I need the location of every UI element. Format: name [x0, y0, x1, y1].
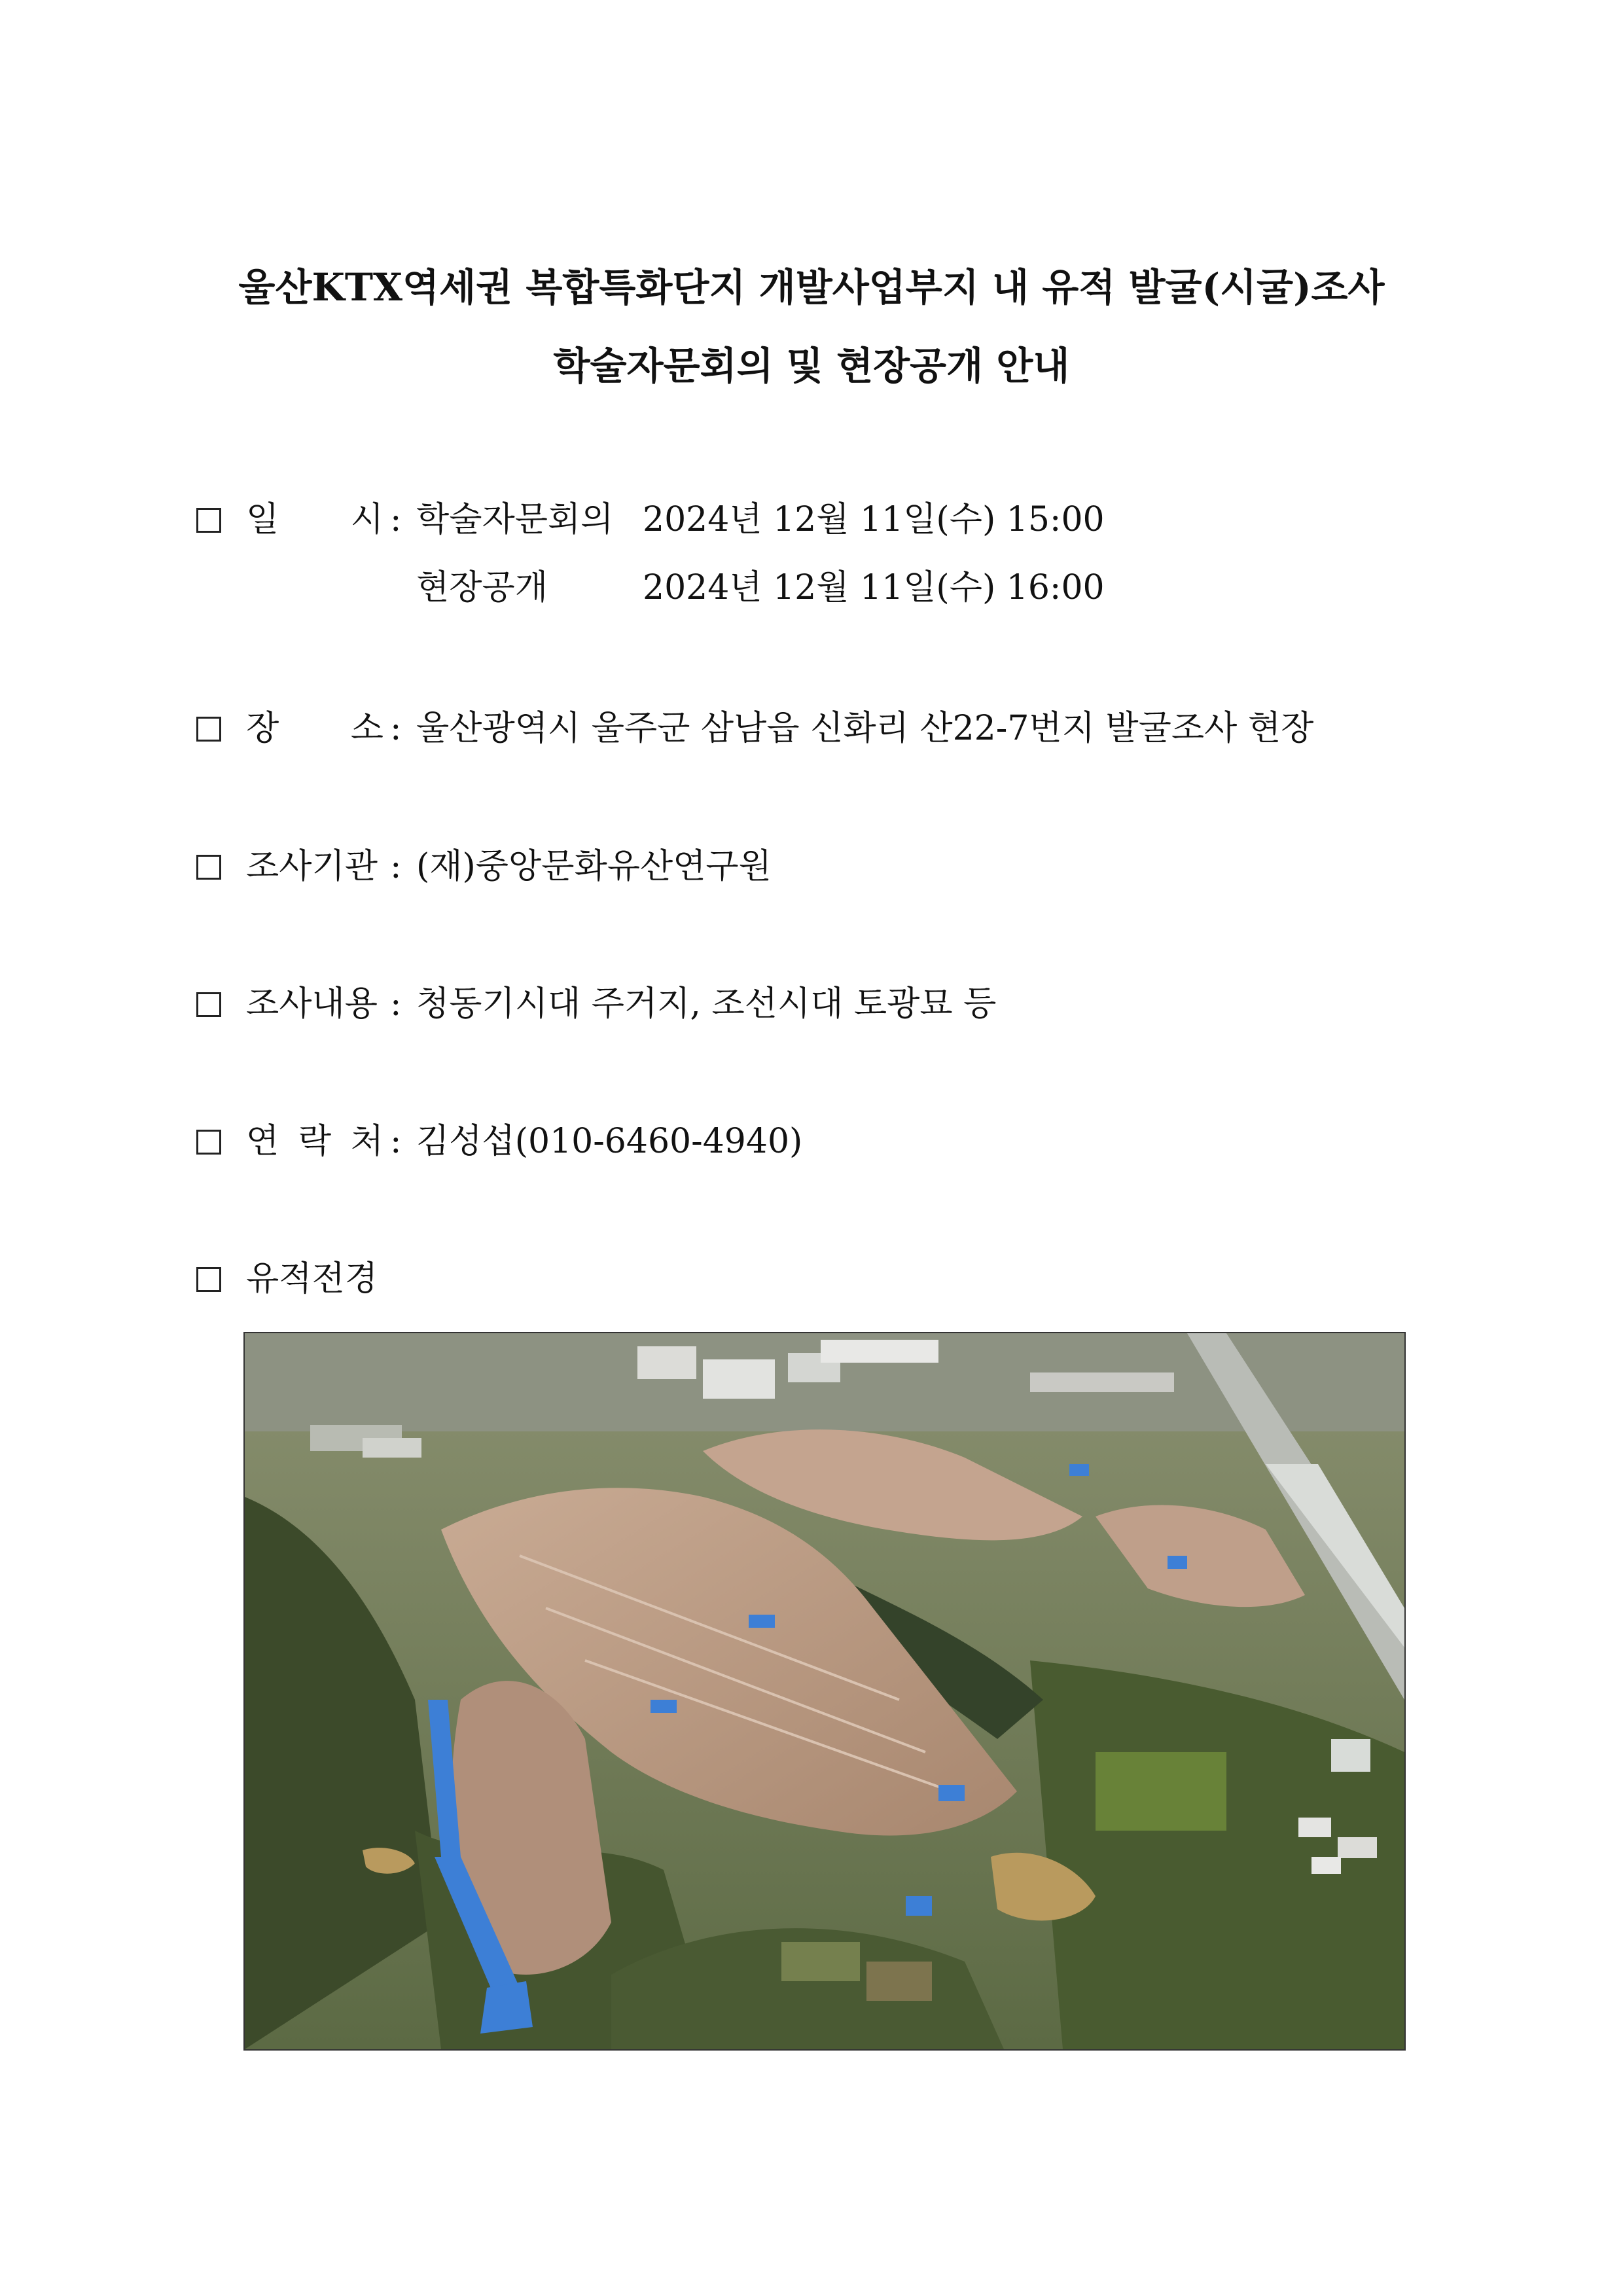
schedule-colon: : [390, 500, 402, 539]
schedule-item-name: 현장공개 [416, 568, 548, 607]
agency-colon: : [390, 847, 402, 886]
schedule-item-name: 학술자문회의 [416, 500, 614, 539]
agency-label: 조사기관 [246, 847, 378, 886]
bullet-box-icon [196, 717, 221, 742]
schedule-item-date: 2024년 12월 11일(수) 16:00 [643, 568, 1105, 607]
schedule-label: 일 시 [246, 500, 383, 539]
site-aerial-photo [243, 1332, 1406, 2051]
place-label: 장 소 [246, 709, 383, 748]
agency-value: (재)중앙문화유산연구원 [416, 847, 772, 886]
contact-label: 연 락 처 [246, 1122, 383, 1161]
contact-colon: : [390, 1122, 402, 1161]
document-title-line2: 학술자문회의 및 현장공개 안내 [553, 344, 1070, 388]
content-value: 청동기시대 주거지, 조선시대 토광묘 등 [416, 984, 997, 1024]
contact-value: 김성섭(010-6460-4940) [416, 1122, 803, 1161]
place-colon: : [390, 709, 402, 748]
aerial-photo-illustration [245, 1333, 1404, 2049]
bullet-box-icon [196, 855, 221, 880]
bullet-box-icon [196, 1130, 221, 1155]
bullet-box-icon [196, 508, 221, 533]
document-title-line1: 울산KTX역세권 복합특화단지 개발사업부지 내 유적 발굴(시굴)조사 [238, 265, 1385, 310]
overview-label: 유적전경 [246, 1259, 378, 1299]
place-value: 울산광역시 울주군 삼남읍 신화리 산22-7번지 발굴조사 현장 [416, 709, 1314, 748]
schedule-item-date: 2024년 12월 11일(수) 15:00 [643, 500, 1105, 539]
bullet-box-icon [196, 1267, 221, 1292]
content-label: 조사내용 [246, 984, 378, 1024]
bullet-box-icon [196, 992, 221, 1017]
content-colon: : [390, 984, 402, 1024]
